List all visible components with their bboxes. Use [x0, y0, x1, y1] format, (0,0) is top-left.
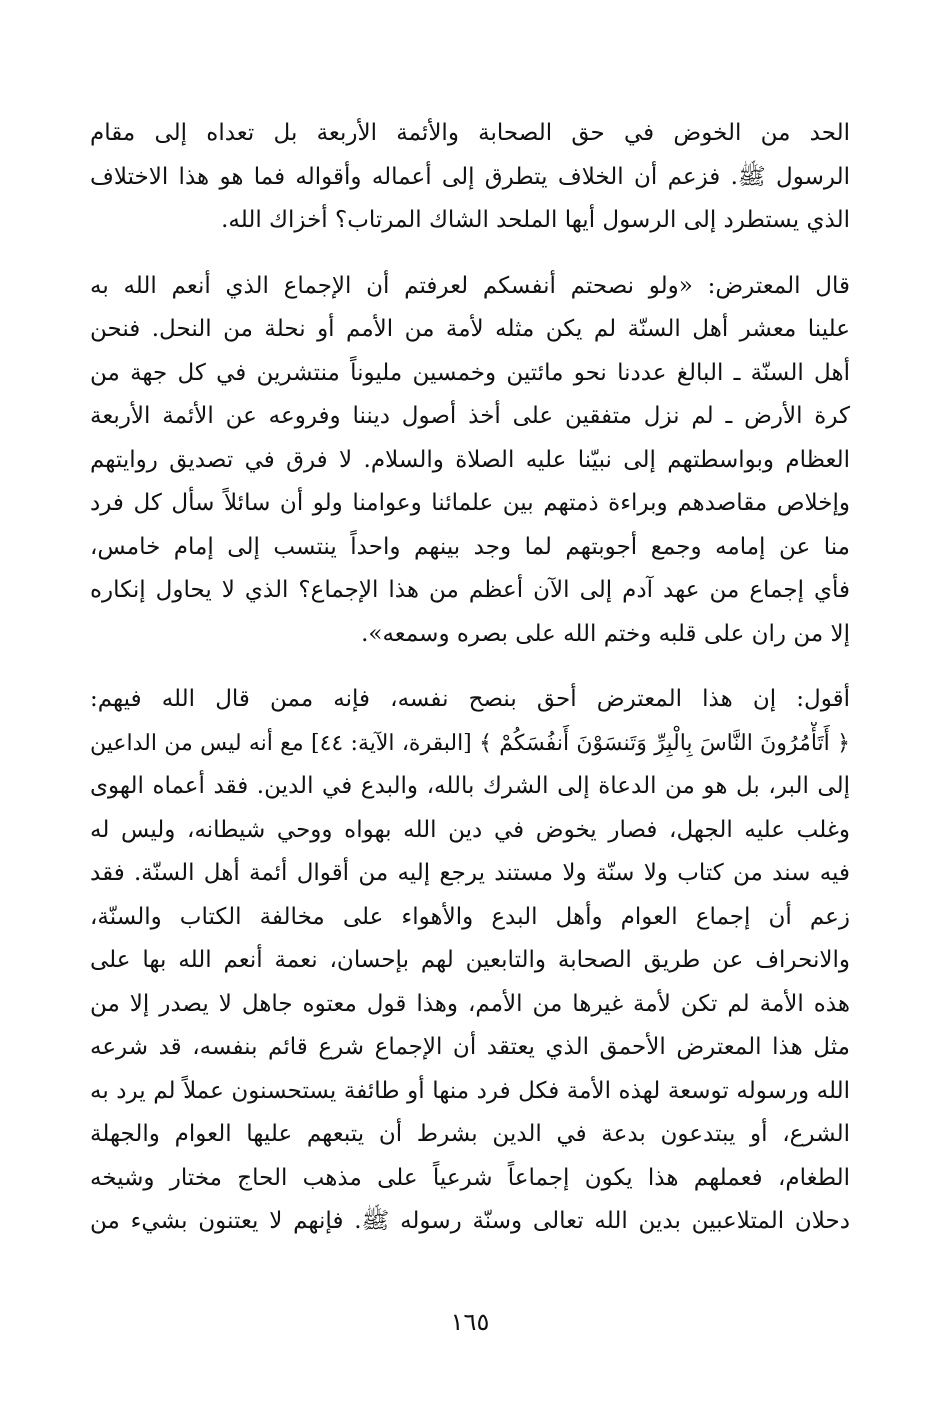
quran-verse-line: ﴿ أَتَأْمُرُونَ النَّاسَ بِالْبِرِّ وَتَنسَوْنَ أَنفُسَكُمْ ﴾ [البقرة، الآية: ٤٤] مع أنه ليس من الداعين	[90, 730, 850, 756]
text-line: وإخلاص مقاصدهم وبراءة ذمتهم بين علمائنا وعوامنا ولو أن سائلاً سأل كل فرد	[90, 490, 850, 516]
text-line: دحلان المتلاعبين بدين الله تعالى وسنّة رسوله ﷺ. فإنهم لا يعتنون بشيء من	[90, 1208, 850, 1234]
text-line: كرة الأرض ـ لم نزل متفقين على أخذ أصول ديننا وفروعه عن الأئمة الأربعة	[90, 403, 850, 429]
text-line: زعم أن إجماع العوام وأهل البدع والأهواء على مخالفة الكتاب والسنّة،	[90, 903, 850, 930]
text-line: فأي إجماع من عهد آدم إلى الآن أعظم من هذا الإجماع؟ الذي لا يحاول إنكاره	[90, 577, 850, 603]
text-line: علينا معشر أهل السنّة لم يكن مثله لأمة من الأمم أو نحلة من النحل. فنحن	[90, 316, 850, 342]
text-line: مثل هذا المعترض الأحمق الذي يعتقد أن الإجماع شرع قائم بنفسه، قد شرعه	[90, 1034, 850, 1060]
page-number: ١٦٥	[450, 1308, 490, 1336]
text-line: أهل السنّة ـ البالغ عددنا نحو مائتين وخمسين مليوناً منتشرين في كل جهة من	[90, 359, 850, 386]
page-body	[90, 112, 850, 1244]
text-line: قال المعترض: «ولو نصحتم أنفسكم لعرفتم أن الإجماع الذي أنعم الله به	[90, 272, 850, 299]
text-line: أقول: إن هذا المعترض أحق بنصح نفسه، فإنه ممن قال الله فيهم:	[90, 686, 850, 712]
text-line: هذه الأمة لم تكن لأمة غيرها من الأمم، وهذا قول معتوه جاهل لا يصدر إلا من	[90, 990, 850, 1017]
text-line: فيه سند من كتاب ولا سنّة ولا مستند يرجع إليه من أقوال أئمة أهل السنّة. فقد	[90, 860, 850, 886]
text-line: الرسول ﷺ. فزعم أن الخلاف يتطرق إلى أعماله وأقواله فما هو هذا الاختلاف	[90, 163, 850, 190]
paragraph-2	[90, 265, 850, 657]
text-line: منا عن إمامه وجمع أجوبتهم لما وجد بينهم واحداً ينتسب إلى إمام خامس،	[90, 533, 850, 560]
paragraph-3	[90, 678, 850, 1244]
paragraph-1	[90, 112, 850, 243]
text-line: الحد من الخوض في حق الصحابة والأئمة الأربعة بل تعداه إلى مقام	[90, 120, 850, 146]
text-line: العظام وبواسطتهم إلى نبيّنا عليه الصلاة والسلام. لا فرق في تصديق روايتهم	[90, 446, 850, 473]
text-line: والانحراف عن طريق الصحابة والتابعين لهم بإحسان، نعمة أنعم الله بها على	[90, 947, 850, 973]
text-line: الطغام، فعملهم هذا يكون إجماعاً شرعياً على مذهب الحاج مختار وشيخه	[90, 1164, 850, 1191]
text-line: الذي يستطرد إلى الرسول أيها الملحد الشاك المرتاب؟ أخزاك الله.	[221, 207, 850, 233]
text-line: إلا من ران على قلبه وختم الله على بصره وسمعه».	[361, 620, 850, 647]
text-line: وغلب عليه الجهل، فصار يخوض في دين الله بهواه ووحي شيطانه، وليس له	[90, 816, 850, 843]
text-line: إلى البر، بل هو من الدعاة إلى الشرك بالله، والبدع في الدين. فقد أعماه الهوى	[90, 773, 850, 799]
text-line: الله ورسوله توسعة لهذه الأمة فكل فرد منها أو طائفة يستحسنون عملاً لم يرد به	[90, 1077, 850, 1104]
text-line: الشرع، أو يبتدعون بدعة في الدين بشرط أن يتبعهم عليها العوام والجهلة	[90, 1121, 850, 1147]
